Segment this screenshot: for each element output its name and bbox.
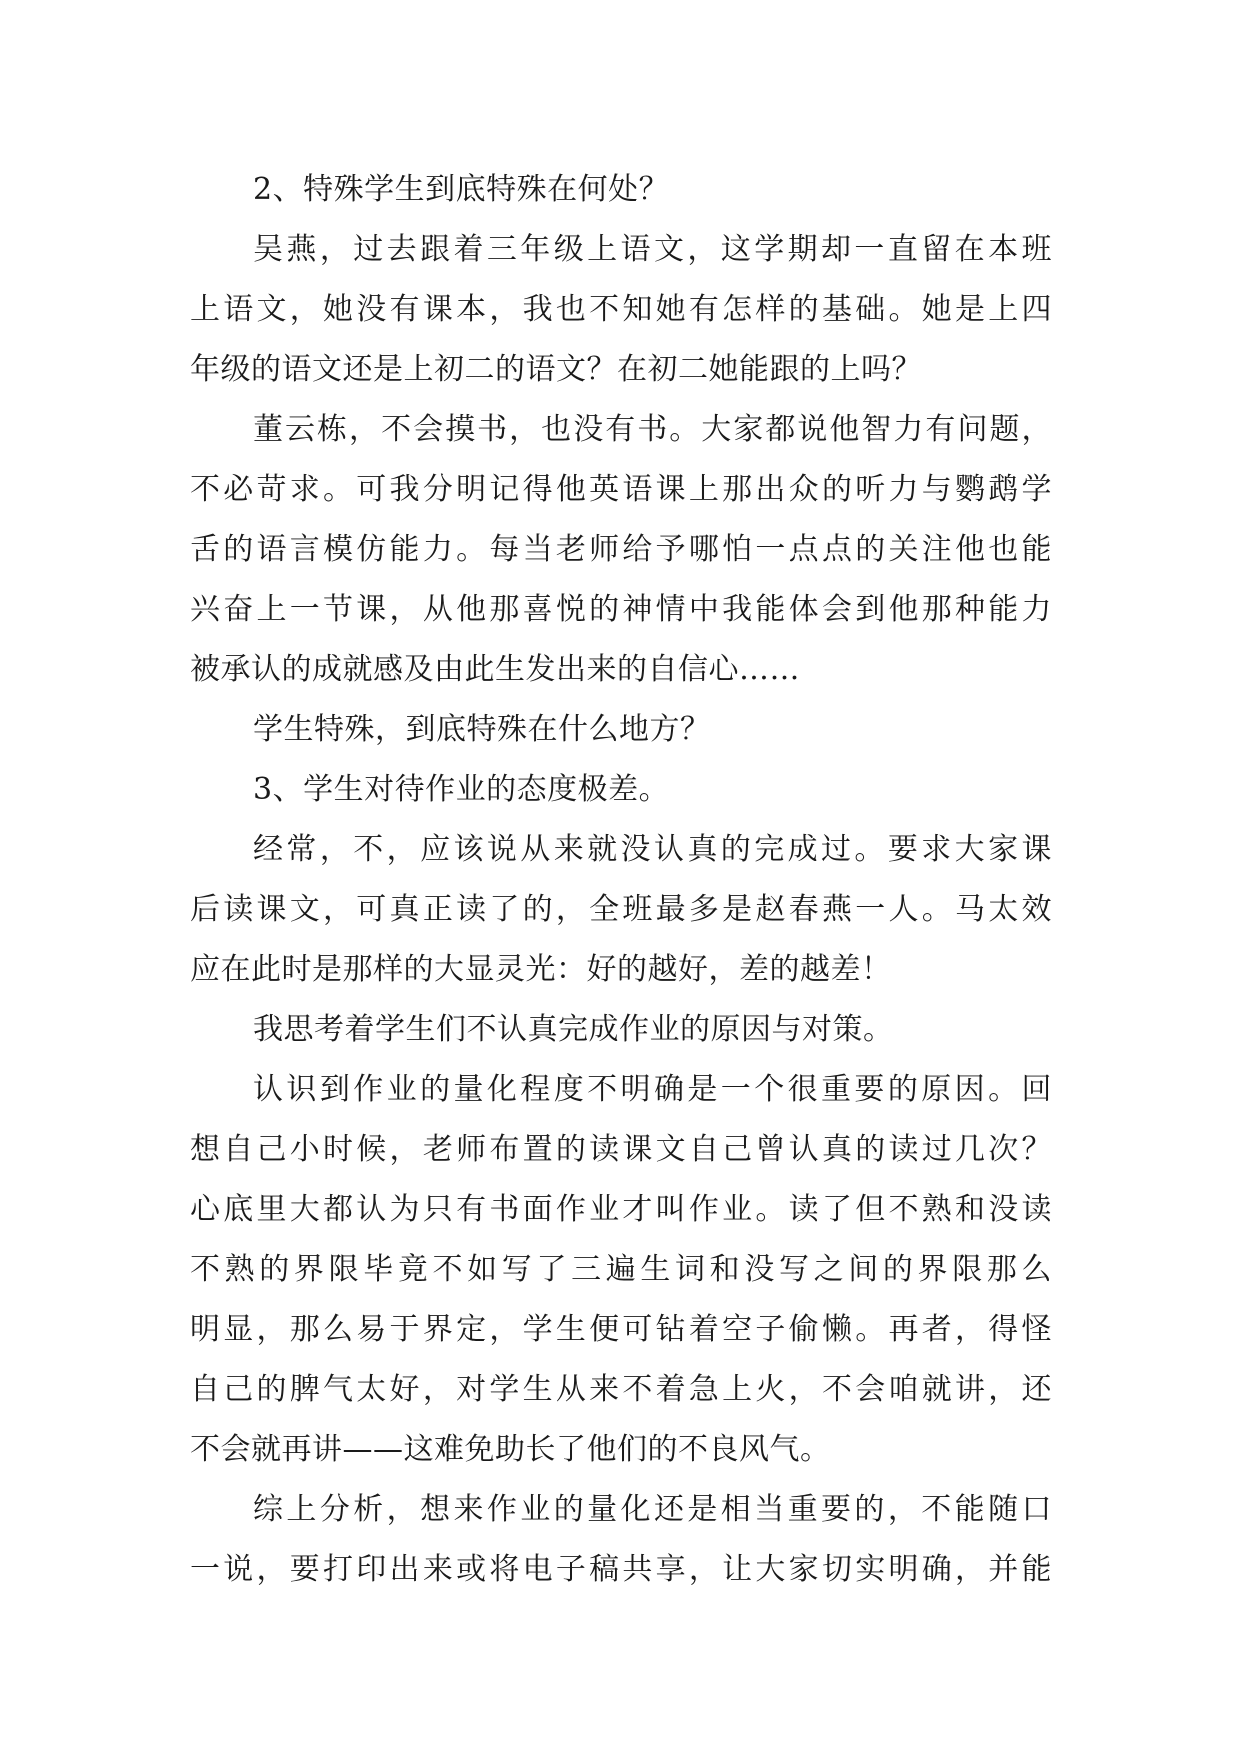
section-heading-special-students (190, 160, 1052, 220)
text-line: 自己的脾气太好，对学生从来不着急上火，不会咱就讲，还 (190, 1372, 1052, 1407)
text-line: 舌的语言模仿能力。每当老师给予哪怕一点点的关注他也能 (190, 532, 1052, 567)
text-line: 学生特殊，到底特殊在什么地方？ (253, 712, 711, 747)
text-line: 兴奋上一节课，从他那喜悦的神情中我能体会到他那种能力 (190, 592, 1052, 627)
section-heading-homework-attitude (190, 760, 1052, 820)
text-line: 3、学生对待作业的态度极差。 (253, 772, 670, 807)
paragraph-conclusion (190, 1480, 1052, 1600)
text-line: 心底里大都认为只有书面作业才叫作业。读了但不熟和没读 (190, 1192, 1052, 1227)
text-line: 经常，不，应该说从来就没认真的完成过。要求大家课 (253, 832, 1052, 867)
paragraph-special-question (190, 700, 1052, 760)
text-line: 年级的语文还是上初二的语文？在初二她能跟的上吗？ (190, 352, 922, 387)
text-line: 不必苛求。可我分明记得他英语课上那出众的听力与鹦鹉学 (190, 472, 1052, 507)
text-line: 上语文，她没有课本，我也不知她有怎样的基础。她是上四 (190, 292, 1052, 327)
paragraph-never-completed (190, 820, 1052, 1000)
text-line: 应在此时是那样的大显灵光：好的越好，差的越差！ (190, 952, 892, 987)
paragraph-wu-yan (190, 220, 1052, 400)
text-line: 一说，要打印出来或将电子稿共享，让大家切实明确，并能 (190, 1552, 1052, 1587)
paragraph-thinking-causes (190, 1000, 1052, 1060)
text-line: 不熟的界限毕竟不如写了三遍生词和没写之间的界限那么 (190, 1252, 1052, 1287)
text-line: 想自己小时候，老师布置的读课文自己曾认真的读过几次？ (190, 1132, 1052, 1167)
paragraph-quantification-reason (190, 1060, 1052, 1480)
text-line: 被承认的成就感及由此生发出来的自信心…… (190, 652, 800, 687)
text-line: 后读课文，可真正读了的，全班最多是赵春燕一人。马太效 (190, 892, 1052, 927)
text-line: 吴燕，过去跟着三年级上语文，这学期却一直留在本班 (253, 232, 1052, 267)
text-line: 明显，那么易于界定，学生便可钻着空子偷懒。再者，得怪 (190, 1312, 1052, 1347)
text-line: 不会就再讲——这难免助长了他们的不良风气。 (190, 1432, 831, 1467)
paragraph-dong-yundong (190, 400, 1052, 700)
text-line: 综上分析，想来作业的量化还是相当重要的，不能随口 (253, 1492, 1052, 1527)
text-line: 董云栋，不会摸书，也没有书。大家都说他智力有问题， (253, 412, 1052, 447)
text-line: 2、特殊学生到底特殊在何处？ (253, 172, 670, 207)
document-body (190, 160, 1052, 1600)
text-line: 我思考着学生们不认真完成作业的原因与对策。 (253, 1012, 894, 1047)
text-line: 认识到作业的量化程度不明确是一个很重要的原因。回 (253, 1072, 1052, 1107)
